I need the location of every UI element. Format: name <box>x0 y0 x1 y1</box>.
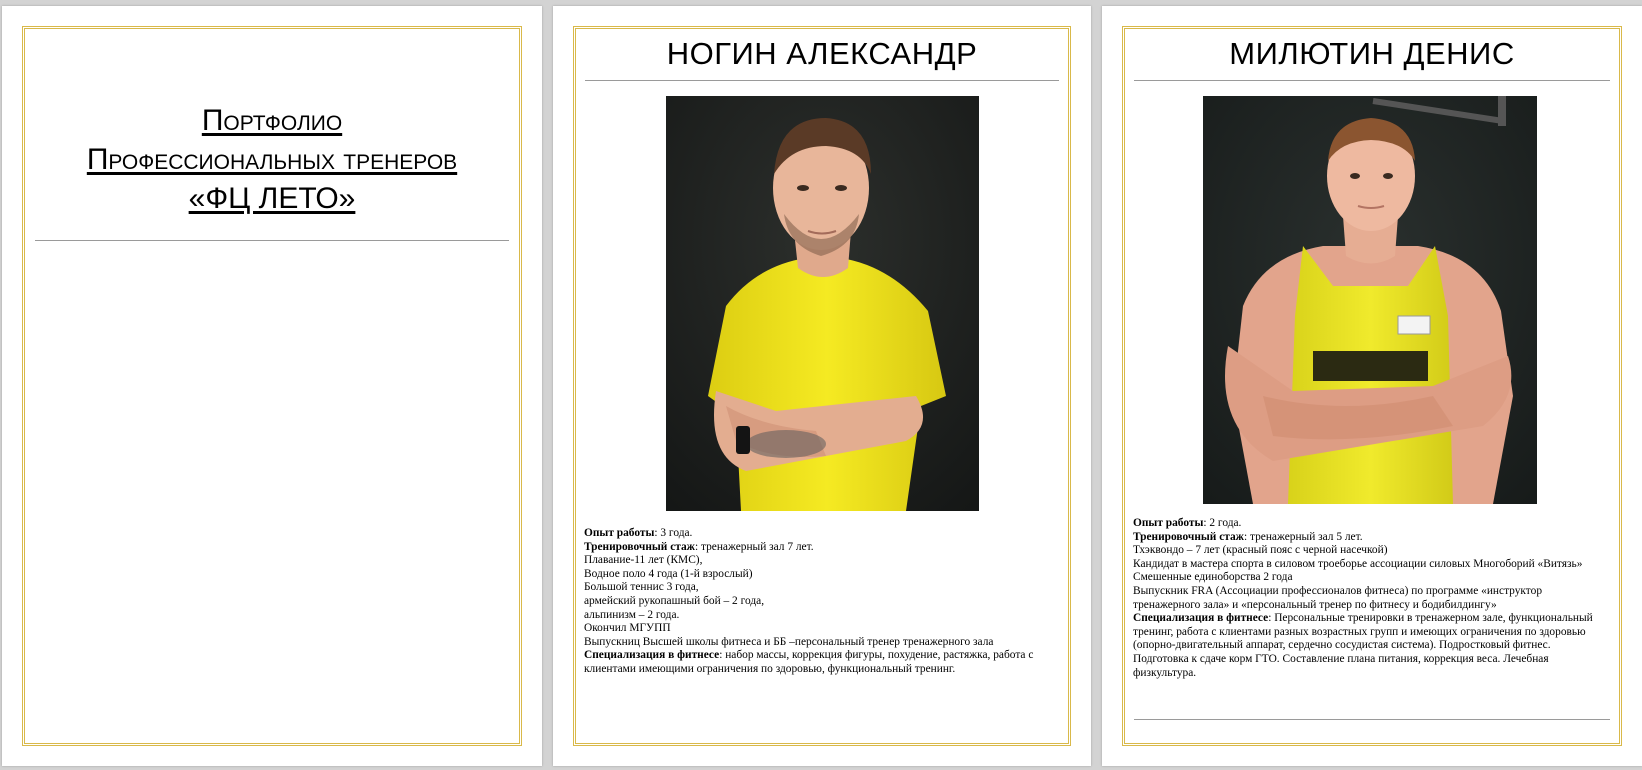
info-line: Кандидат в мастера спорта в силовом троеборье ассоциации силовых Многоборий «Витязь» <box>1133 557 1583 570</box>
bottom-divider <box>1134 719 1610 720</box>
info-line-training: Тренировочный стаж: тренажерный зал 5 лет. <box>1133 530 1363 543</box>
name-divider <box>1134 80 1610 81</box>
info-line: Тхэквондо – 7 лет (красный пояс с черной насечкой) <box>1133 544 1388 557</box>
info-line: Большой теннис 3 года, <box>584 581 699 594</box>
cover-title <box>26 101 518 218</box>
trainer-photo-image <box>1203 96 1537 504</box>
info-line: Выпускниц Высшей школы фитнеса и ББ –персональный тренер тренажерного зала <box>584 635 994 648</box>
cover-divider <box>35 240 509 241</box>
trainer-name: МИЛЮТИН ДЕНИС <box>1229 36 1515 71</box>
trainer-page-milyutin <box>1102 6 1642 766</box>
trainer-photo-image <box>666 96 979 511</box>
trainer-info <box>584 527 1054 677</box>
trainer-photo <box>666 96 979 511</box>
trainer-page-nogin <box>553 6 1091 766</box>
info-line-specialization: Специализация в фитнесе: Персональные тренировки в тренажерном зале, функциональный тренинг, работа с клиентами разных возрастных групп и имеющих ограничения по здоровью (опорно-двигательный аппарат, сердечно сосудистая система). Подростковый фитнес. Подготовка к сдаче корм ГТО. Составление плана питания, коррекция веса. Лечебная физкультура. <box>1133 612 1593 679</box>
cover-title-line-2: Профессиональных тренеров <box>86 143 458 176</box>
info-line-experience: Опыт работы: 3 года. <box>584 527 693 539</box>
info-line: Окончил МГУПП <box>584 622 671 635</box>
trainer-photo <box>1203 96 1537 504</box>
info-line-experience: Опыт работы: 2 года. <box>1133 517 1242 529</box>
info-line-specialization: Специализация в фитнесе: набор массы, коррекция фигуры, похудение, растяжка, работа с клиентами имеющими ограничения по здоровью, функциональный тренинг. <box>584 649 1034 675</box>
info-line: Плавание-11 лет (КМС), <box>584 554 703 567</box>
name-divider <box>585 80 1059 81</box>
info-line: Выпускник FRA (Ассоциации профессионалов фитнеса) по программе «инструктор тренажерного зала» и «персональный тренер по фитнесу и бодибилдингу» <box>1133 584 1543 611</box>
info-line-training: Тренировочный стаж: тренажерный зал 7 лет. <box>584 540 814 553</box>
info-line: Смешенные единоборства 2 года <box>1133 571 1293 584</box>
cover-title-line-3: «ФЦ ЛЕТО» <box>188 182 356 215</box>
info-line: альпинизм – 2 года. <box>584 608 680 621</box>
cover-page <box>2 6 542 766</box>
trainer-name: НОГИН АЛЕКСАНДР <box>666 36 978 71</box>
trainer-info <box>1133 517 1609 680</box>
cover-title-line-1: Портфолио <box>201 104 343 137</box>
info-line: Водное поло 4 года (1-й взрослый) <box>584 567 753 580</box>
info-line: армейский рукопашный бой – 2 года, <box>584 594 765 607</box>
